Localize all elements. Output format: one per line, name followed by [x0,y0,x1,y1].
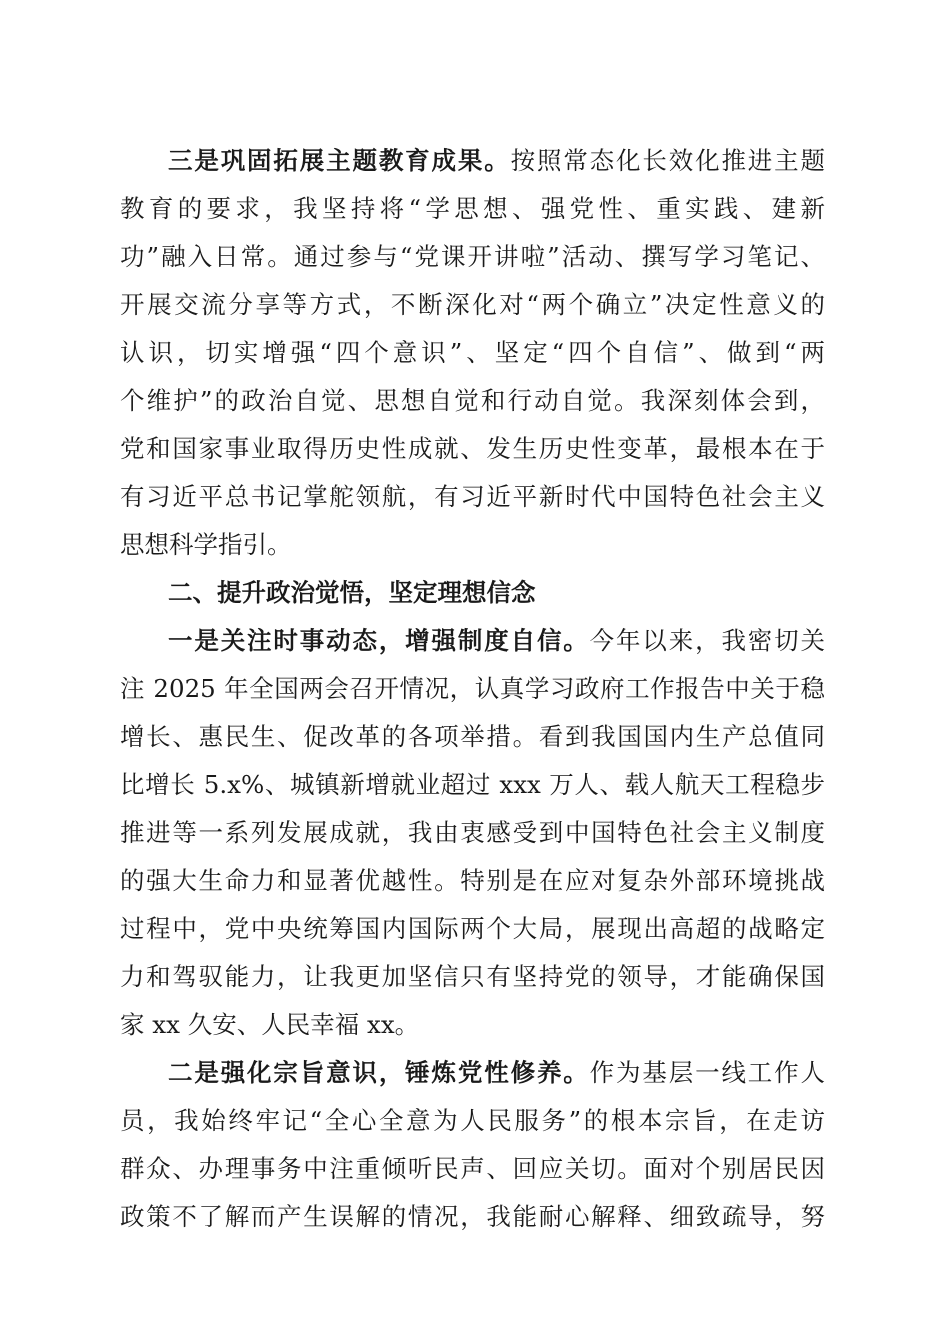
paragraph-1-line-3: 功”融入日常。通过参与“党课开讲啦”活动、撰写学习笔记、 [120,242,825,271]
paragraph-2-line-5: 推进等一系列发展成就，我由衷感受到中国特色社会主义制度 [120,818,825,847]
paragraph-2-line-1 [168,621,825,661]
paragraph-2-line-7: 过程中，党中央统筹国内国际两个大局，展现出高超的战略定 [120,914,825,943]
paragraph-2-line-4: 比增长 5.x%、城镇新增就业超过 xxx 万人、载人航天工程稳步 [120,770,825,799]
paragraph-1-line-5: 认识，切实增强“四个意识”、坚定“四个自信”、做到“两 [120,338,825,367]
paragraph-2-line-8: 力和驾驭能力，让我更加坚信只有坚持党的领导，才能确保国 [120,962,825,991]
paragraph-2-line-9: 家 xx 久安、人民幸福 xx。 [120,1010,420,1039]
paragraph-3-text: 作为基层一线工作人 [589,1058,826,1087]
paragraph-1-line-2: 教育的要求，我坚持将“学思想、强党性、重实践、建新 [120,194,825,223]
paragraph-2-line-6: 的强大生命力和显著优越性。特别是在应对复杂外部环境挑战 [120,866,825,895]
paragraph-1-line-9: 思想科学指引。 [120,530,292,559]
paragraph-1-line-7: 党和国家事业取得历史性成就、发生历史性变革，最根本在于 [120,434,825,463]
paragraph-2-line-3: 增长、惠民生、促改革的各项举措。看到我国国内生产总值同 [120,722,825,751]
paragraph-3-line-1 [168,1053,825,1093]
paragraph-1-line-6: 个维护”的政治自觉、思想自觉和行动自觉。我深刻体会到， [120,386,825,415]
paragraph-3-lead: 二是强化宗旨意识，锤炼党性修养。 [168,1058,590,1087]
paragraph-2-lead: 一是关注时事动态，增强制度自信。 [168,626,590,655]
paragraph-1-line-4: 开展交流分享等方式，不断深化对“两个确立”决定性意义的 [120,290,825,319]
paragraph-1-lead: 三是巩固拓展主题教育成果。 [168,146,511,175]
paragraph-3-line-2: 员，我始终牢记“全心全意为人民服务”的根本宗旨，在走访 [120,1106,825,1135]
paragraph-2-line-2: 注 2025 年全国两会召开情况，认真学习政府工作报告中关于稳 [120,674,825,703]
paragraph-1-text: 按照常态化长效化推进主题 [510,146,826,175]
paragraph-1-line-1 [168,141,825,181]
section-heading: 二、提升政治觉悟，坚定理想信念 [168,578,536,607]
paragraph-3-line-4: 政策不了解而产生误解的情况，我能耐心解释、细致疏导，努 [120,1202,825,1231]
paragraph-3-line-3: 群众、办理事务中注重倾听民声、回应关切。面对个别居民因 [120,1154,825,1183]
paragraph-1-line-8: 有习近平总书记掌舵领航，有习近平新时代中国特色社会主义 [120,482,825,511]
paragraph-2-text: 今年以来，我密切关 [589,626,826,655]
